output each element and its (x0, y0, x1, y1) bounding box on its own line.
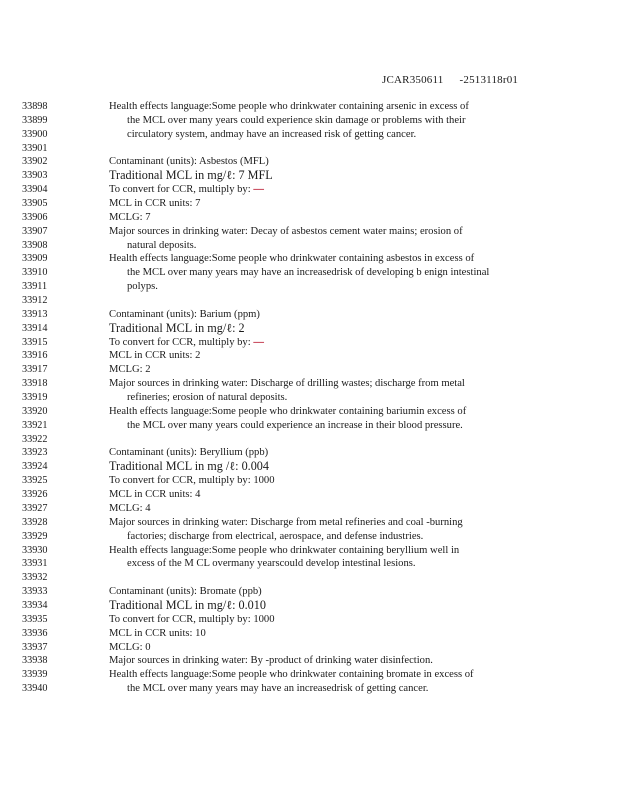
line-text (127, 128, 416, 142)
line-text (109, 225, 463, 239)
line-content: polyps. (127, 281, 158, 293)
line-number: 33924 (22, 461, 48, 473)
line-content: circulatory system, andmay have an increased risk of getting cancer. (127, 128, 417, 140)
line-content: Health effects language:Some people who drinkwater containing arsenic in excess of (109, 101, 469, 112)
text-line (0, 419, 618, 433)
line-text (109, 252, 474, 266)
text-line (0, 405, 618, 419)
line-text (109, 516, 463, 530)
line-text (109, 654, 433, 668)
line-text (127, 419, 463, 433)
line-text (127, 239, 196, 253)
text-line (0, 266, 618, 280)
line-content: refineries; erosion of natural deposits. (127, 392, 288, 404)
conversion-dash: — (253, 336, 264, 348)
line-number: 33908 (22, 239, 48, 251)
document-body (0, 100, 618, 696)
text-line (0, 252, 618, 266)
text-line (0, 391, 618, 405)
line-content: MCL in CCR units: 4 (109, 489, 201, 501)
text-line (0, 446, 618, 460)
line-text (127, 682, 428, 696)
text-line (0, 668, 618, 682)
line-text (109, 613, 275, 627)
line-text (109, 100, 469, 114)
line-content: MCL in CCR units: 10 (109, 627, 206, 639)
line-number: 33935 (22, 613, 48, 625)
line-number: 33920 (22, 405, 48, 417)
line-text (109, 446, 268, 460)
line-text (127, 530, 423, 544)
line-text (109, 322, 245, 336)
text-line (0, 682, 618, 696)
line-text (127, 280, 158, 294)
text-line (0, 349, 618, 363)
line-content: To convert for CCR, multiply by: (109, 184, 251, 196)
line-content: Major sources in drinking water: Discharge from metal refineries and coal -burning (109, 516, 463, 528)
document-id: -2513118r01 (459, 74, 519, 86)
line-number: 33902 (22, 156, 48, 168)
line-text (127, 266, 489, 280)
text-line (0, 599, 618, 613)
line-number: 33931 (22, 558, 48, 570)
text-line (0, 294, 618, 308)
text-line (0, 571, 618, 585)
line-text (109, 169, 273, 183)
line-text (109, 599, 266, 613)
line-number: 33928 (22, 516, 48, 528)
line-text (109, 668, 474, 682)
text-line (0, 502, 618, 516)
line-content: Traditional MCL in mg/ℓ: 7 MFL (109, 168, 273, 183)
text-line (0, 530, 618, 544)
line-number: 33917 (22, 364, 48, 376)
text-line (0, 239, 618, 253)
text-line (0, 197, 618, 211)
line-number: 33919 (22, 392, 48, 404)
text-line (0, 516, 618, 530)
text-line (0, 363, 618, 377)
line-number: 33899 (22, 114, 48, 126)
line-text (109, 183, 264, 197)
text-line (0, 211, 618, 225)
text-line (0, 460, 618, 474)
line-content: Health effects language:Some people who drinkwater containing bariumin excess of (109, 405, 467, 417)
text-line (0, 654, 618, 668)
line-content: Health effects language:Some people who drinkwater containing asbestos in excess of (109, 253, 475, 265)
text-line (0, 557, 618, 571)
line-number: 33905 (22, 198, 48, 210)
text-line (0, 114, 618, 128)
line-content: Major sources in drinking water: Discharge of drilling wastes; discharge from metal (109, 378, 465, 390)
line-number: 33909 (22, 253, 48, 265)
line-content: Health effects language:Some people who drinkwater containing bromate in excess of (109, 669, 474, 681)
line-number: 33938 (22, 655, 48, 667)
line-text (127, 557, 416, 571)
line-text (127, 391, 287, 405)
line-number: 33933 (22, 586, 48, 598)
line-content: MCL in CCR units: 7 (109, 198, 201, 210)
line-content: Contaminant (units): Bromate (ppb) (109, 586, 262, 598)
line-content: Traditional MCL in mg/ℓ: 0.010 (109, 597, 266, 612)
line-number: 33940 (22, 683, 48, 695)
text-line (0, 336, 618, 350)
line-content: the MCL over many years could experience skin damage or problems with their (127, 114, 466, 126)
line-number: 33930 (22, 544, 48, 556)
line-text (109, 641, 151, 655)
line-text (109, 460, 269, 474)
line-text (109, 474, 275, 488)
line-number: 33912 (22, 295, 48, 307)
line-number: 33914 (22, 322, 48, 334)
line-number: 33906 (22, 211, 48, 223)
text-line (0, 488, 618, 502)
line-number: 33937 (22, 641, 48, 653)
line-content: To convert for CCR, multiply by: 1000 (109, 475, 275, 487)
line-text (109, 349, 200, 363)
line-content: factories; discharge from electrical, aerospace, and defense industries. (127, 530, 424, 542)
text-line (0, 627, 618, 641)
line-number: 33907 (22, 225, 48, 237)
line-number: 33918 (22, 378, 48, 390)
text-line (0, 641, 618, 655)
line-text (109, 377, 465, 391)
text-line (0, 128, 618, 142)
line-content: Health effects language:Some people who drinkwater containing beryllium well in (109, 544, 460, 556)
line-number: 33910 (22, 267, 48, 279)
text-line (0, 100, 618, 114)
line-content: Contaminant (units): Beryllium (ppb) (109, 447, 269, 459)
line-number: 33904 (22, 184, 48, 196)
text-line (0, 613, 618, 627)
line-content: Major sources in drinking water: By -product of drinking water disinfection. (109, 655, 433, 667)
line-number: 33936 (22, 627, 48, 639)
line-number: 33911 (22, 281, 48, 293)
line-number: 33927 (22, 502, 48, 514)
line-text (109, 336, 264, 350)
line-number: 33921 (22, 419, 48, 431)
line-number: 33913 (22, 308, 48, 320)
line-content: MCLG: 4 (109, 502, 151, 514)
line-text (109, 363, 151, 377)
document-header (382, 74, 518, 86)
line-content: To convert for CCR, multiply by: (109, 336, 251, 348)
line-text (109, 197, 200, 211)
text-line (0, 169, 618, 183)
line-text (109, 308, 260, 322)
text-line (0, 433, 618, 447)
text-line (0, 474, 618, 488)
line-number: 33916 (22, 350, 48, 362)
text-line (0, 585, 618, 599)
line-text (109, 544, 459, 558)
line-content: MCLG: 2 (109, 364, 151, 376)
text-line (0, 308, 618, 322)
line-number: 33925 (22, 475, 48, 487)
text-line (0, 225, 618, 239)
line-number: 33923 (22, 447, 48, 459)
line-content: To convert for CCR, multiply by: 1000 (109, 613, 275, 625)
text-line (0, 183, 618, 197)
line-text (109, 627, 206, 641)
line-content: Contaminant (units): Asbestos (MFL) (109, 156, 269, 168)
line-number: 33934 (22, 599, 48, 611)
line-number: 33900 (22, 128, 48, 140)
document-code: JCAR350611 (382, 74, 444, 86)
line-text (109, 585, 262, 599)
line-content: the MCL over many years may have an increasedrisk of developing b enign intestinal (127, 267, 490, 279)
line-content: the MCL over many years may have an increasedrisk of getting cancer. (127, 683, 429, 695)
line-number: 33903 (22, 170, 48, 182)
text-line (0, 544, 618, 558)
text-line (0, 155, 618, 169)
text-line (0, 142, 618, 156)
line-number: 33929 (22, 530, 48, 542)
line-text (109, 405, 466, 419)
line-text (109, 211, 151, 225)
line-number: 33926 (22, 489, 48, 501)
line-content: excess of the M CL overmany yearscould develop intestinal lesions. (127, 558, 416, 570)
line-text (109, 502, 151, 516)
line-content: Contaminant (units): Barium (ppm) (109, 308, 260, 320)
line-number: 33932 (22, 572, 48, 584)
text-line (0, 322, 618, 336)
line-number: 33901 (22, 142, 48, 154)
line-content: natural deposits. (127, 239, 197, 251)
line-content: MCLG: 0 (109, 641, 151, 653)
line-content: MCLG: 7 (109, 211, 151, 223)
line-content: Major sources in drinking water: Decay of asbestos cement water mains; erosion of (109, 225, 463, 237)
line-number: 33915 (22, 336, 48, 348)
line-content: the MCL over many years could experience an increase in their blood pressure. (127, 419, 463, 431)
line-text (127, 114, 466, 128)
conversion-dash: — (253, 184, 264, 196)
line-content: Traditional MCL in mg /ℓ: 0.004 (109, 459, 269, 474)
line-text (109, 488, 200, 502)
text-line (0, 377, 618, 391)
line-number: 33922 (22, 433, 48, 445)
line-number: 33898 (22, 101, 48, 112)
line-number: 33939 (22, 669, 48, 681)
line-text (109, 155, 269, 169)
text-line (0, 280, 618, 294)
line-content: MCL in CCR units: 2 (109, 350, 201, 362)
line-content: Traditional MCL in mg/ℓ: 2 (109, 320, 245, 335)
